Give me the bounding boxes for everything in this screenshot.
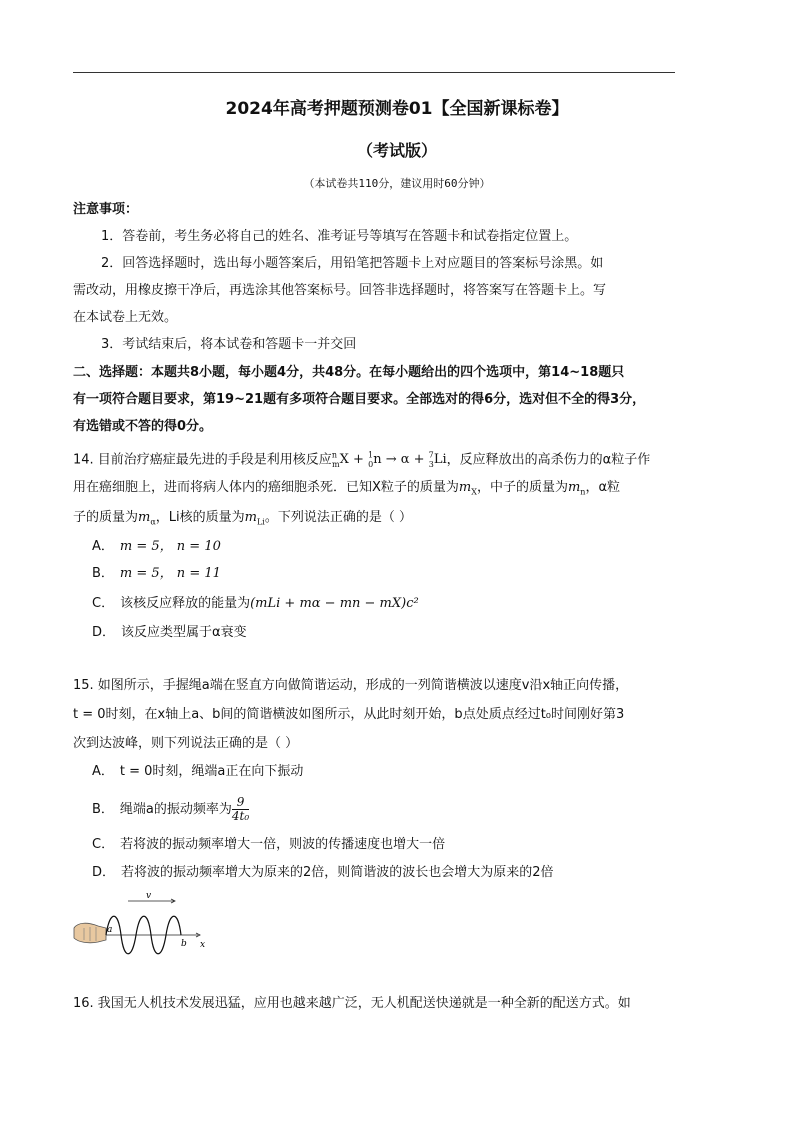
label-v: v: [146, 891, 152, 901]
q14-line-3: 子的质量为$m_\alpha$，Li核的质量为$m_{Li}$。下列说法正确的是（ ）: [73, 510, 412, 527]
page-subtitle: （考试版）: [356, 141, 437, 160]
notice-item-2-line-1: 2．回答选择题时，选出每小题答案后，用铅笔把答题卡上对应题目的答案标号涂黑。如: [101, 256, 604, 271]
q14-option-a[interactable]: A． m = 5， n = 10: [92, 539, 221, 554]
q15-option-c[interactable]: C． 若将波的振动频率增大一倍，则波的传播速度也增大一倍: [92, 837, 446, 852]
section2-line-3: 有选错或不答的得0分。: [73, 419, 213, 434]
section2-line-1: 二、选择题：本题共8小题，每小题4分，共48分。在每小题给出的四个选项中，第14~18题只: [73, 365, 625, 380]
q14-option-b[interactable]: B． m = 5， n = 11: [92, 566, 221, 581]
wave-figure: [70, 888, 220, 960]
q14-text-1a: 14. 目前治疗癌症最先进的手段是利用核反应: [73, 452, 332, 468]
label-b: b: [181, 939, 187, 949]
q15-fraction: $\frac{9}{\text{4t₀}}$: [231, 795, 250, 823]
notice-heading: 注意事项：: [73, 202, 139, 217]
page-title: 2024年高考押题预测卷01【全国新课标卷】: [225, 99, 569, 119]
notice-item-1: 1．答卷前，考生务必将自己的姓名、准考证号等填写在答题卡和试卷指定位置上。: [101, 229, 578, 244]
q15-line-1: 15. 如图所示，手握绳a端在竖直方向做简谐运动，形成的一列简谐横波以速度v沿x轴正向传播，: [73, 678, 629, 693]
section2-line-2: 有一项符合题目要求，第19~21题有多项符合题目要求。全部选对的得6分，选对但不全的得3分，: [73, 392, 646, 407]
q14-equation: $^n_m$X + $^1_0$n → α + $^7_3$Li: [331, 451, 447, 469]
q16-line-1: 16. 我国无人机技术发展迅猛，应用也越来越广泛，无人机配送快递就是一种全新的配送方式。如: [73, 996, 631, 1011]
q15-line-2: t = 0时刻，在x轴上a、b间的简谐横波如图所示，从此时刻开始，b点处质点经过t₀时间刚好第3: [73, 707, 625, 722]
label-x: x: [200, 940, 206, 950]
q15-line-3: 次到达波峰，则下列说法正确的是（ ）: [73, 736, 299, 751]
notice-item-3: 3．考试结束后，将本试卷和答题卡一并交回: [101, 337, 357, 352]
label-a: a: [107, 925, 113, 935]
q15-option-a[interactable]: A． t = 0时刻，绳端a正在向下振动: [92, 764, 304, 779]
q14-line-2: 用在癌细胞上，进而将病人体内的癌细胞杀死．已知X粒子的质量为$m_X$，中子的质量为$m_n$，α粒: [73, 480, 621, 497]
q14-option-d[interactable]: D． 该反应类型属于α衰变: [92, 625, 247, 640]
q14-text-1b: ，反应释放出的高杀伤力的α粒子作: [446, 452, 651, 468]
q14-line-1: [73, 448, 650, 473]
q15-option-b[interactable]: B． 绳端a的振动频率为 $\frac{9}{\text{4t₀}}$: [92, 795, 250, 823]
q15-option-d[interactable]: D． 若将波的振动频率增大为原来的2倍，则简谐波的波长也会增大为原来的2倍: [92, 865, 554, 880]
notice-item-2-line-2: 需改动，用橡皮擦干净后，再选涂其他答案标号。回答非选择题时，将答案写在答题卡上。写: [73, 283, 607, 298]
q14-option-c[interactable]: C． 该核反应释放的能量为(mLi + mα − mn − mX)c²: [92, 596, 419, 611]
notice-item-2-line-3: 在本试卷上无效。: [73, 310, 178, 325]
header-rule: [73, 72, 675, 73]
hand-icon: [74, 923, 106, 943]
exam-note: （本试卷共110分，建议用时60分钟）: [303, 177, 491, 190]
